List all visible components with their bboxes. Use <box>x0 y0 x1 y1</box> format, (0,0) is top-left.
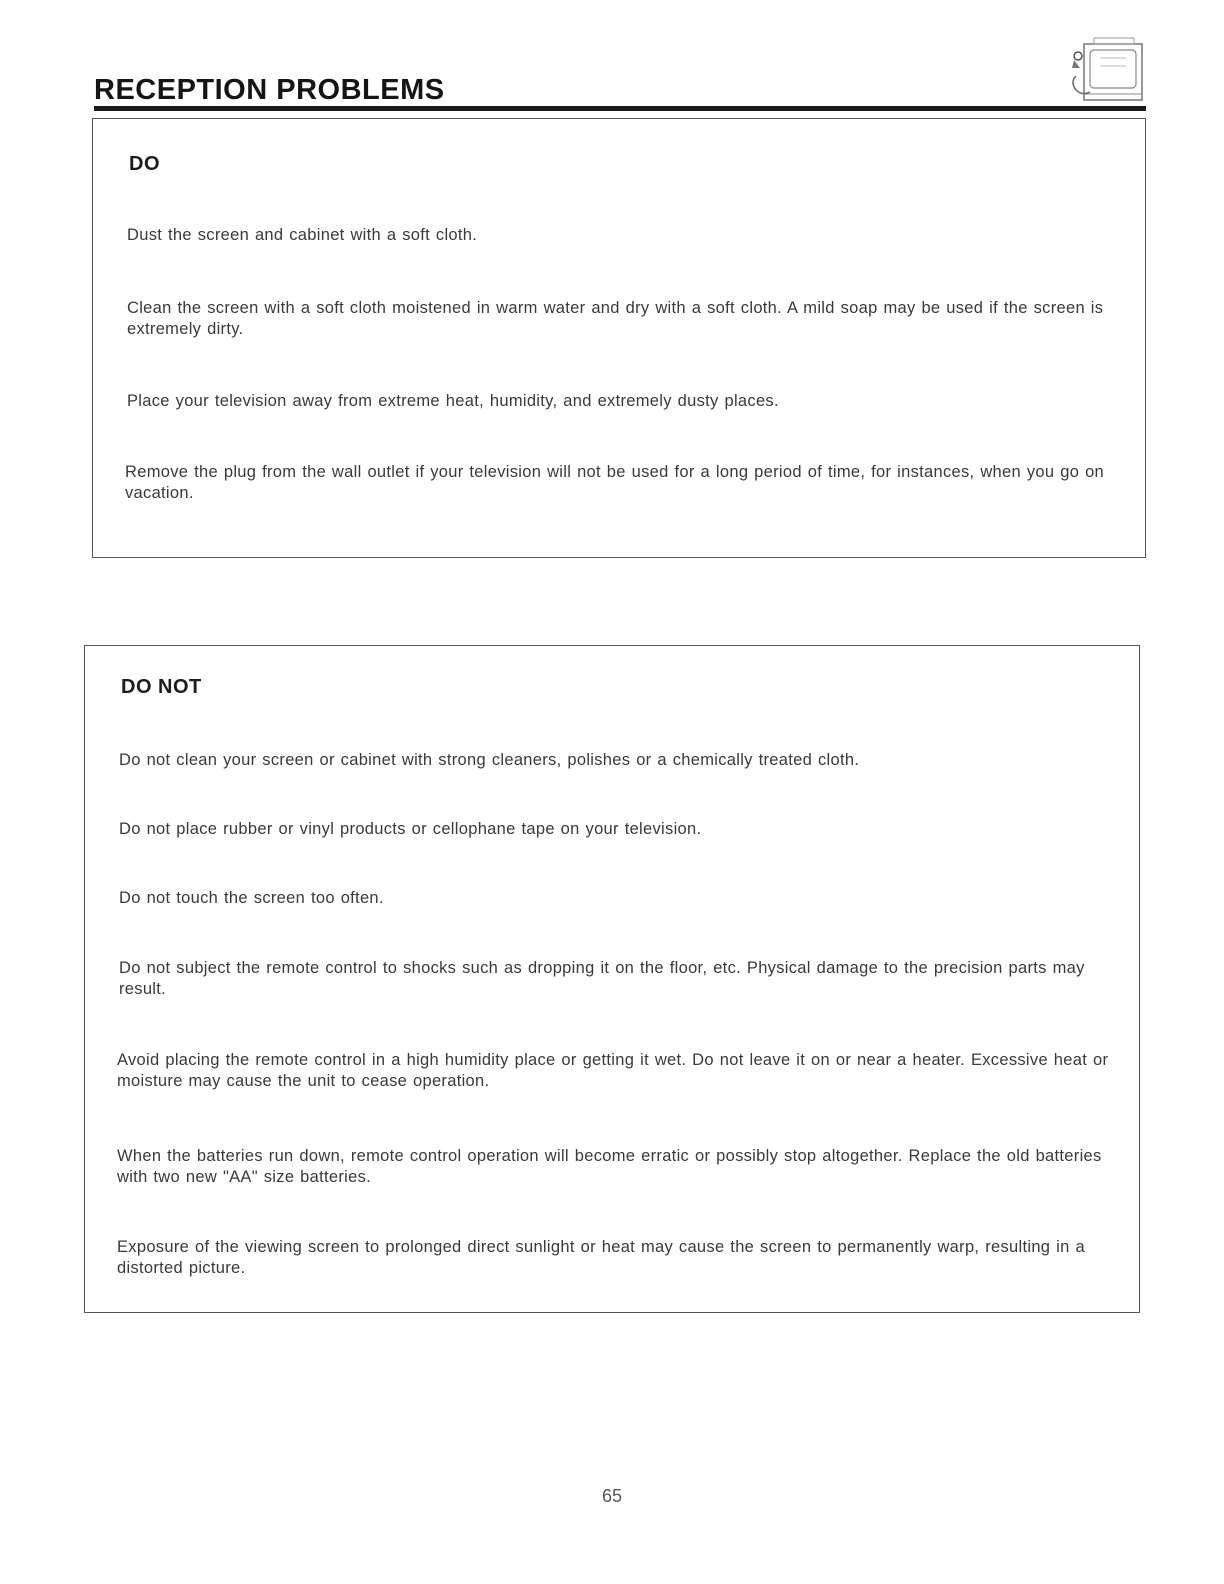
page-title: RECEPTION PROBLEMS <box>94 74 445 106</box>
do-item: Place your television away from extreme heat, humidity, and extremely dusty places. <box>127 392 779 410</box>
do-not-item: Do not place rubber or vinyl products or cellophane tape on your television. <box>119 820 702 838</box>
do-not-item: Do not clean your screen or cabinet with strong cleaners, polishes or a chemically treated cloth. <box>119 751 860 769</box>
do-not-item: Do not touch the screen too often. <box>119 889 384 907</box>
do-section <box>92 118 1146 558</box>
do-item: Clean the screen with a soft cloth moistened in warm water and dry with a soft cloth. A mild soap may be used if the screen is extremely dirty. <box>127 299 1104 338</box>
television-cleaning-icon <box>1064 36 1146 104</box>
do-item: Remove the plug from the wall outlet if your television will not be used for a long period of time, for instances, when you go on vacation. <box>125 463 1105 502</box>
do-heading: DO <box>129 153 160 175</box>
do-not-item: Do not subject the remote control to shocks such as dropping it on the floor, etc. Physical damage to the precision parts may result. <box>119 959 1085 998</box>
title-divider <box>94 106 1146 111</box>
do-not-section <box>84 645 1140 1313</box>
do-item: Dust the screen and cabinet with a soft cloth. <box>127 226 478 244</box>
do-not-item: Exposure of the viewing screen to prolonged direct sunlight or heat may cause the screen to permanently warp, resulting in a distorted picture. <box>117 1238 1085 1277</box>
do-not-item: When the batteries run down, remote control operation will become erratic or possibly stop altogether. Replace the old batteries with two new "AA" size batteries. <box>117 1147 1102 1186</box>
page-number: 65 <box>601 1486 623 1506</box>
do-not-item: Avoid placing the remote control in a high humidity place or getting it wet. Do not leave it on or near a heater. Excessive heat or moisture may cause the unit to cease operation. <box>117 1051 1109 1090</box>
do-not-heading: DO NOT <box>121 676 202 698</box>
